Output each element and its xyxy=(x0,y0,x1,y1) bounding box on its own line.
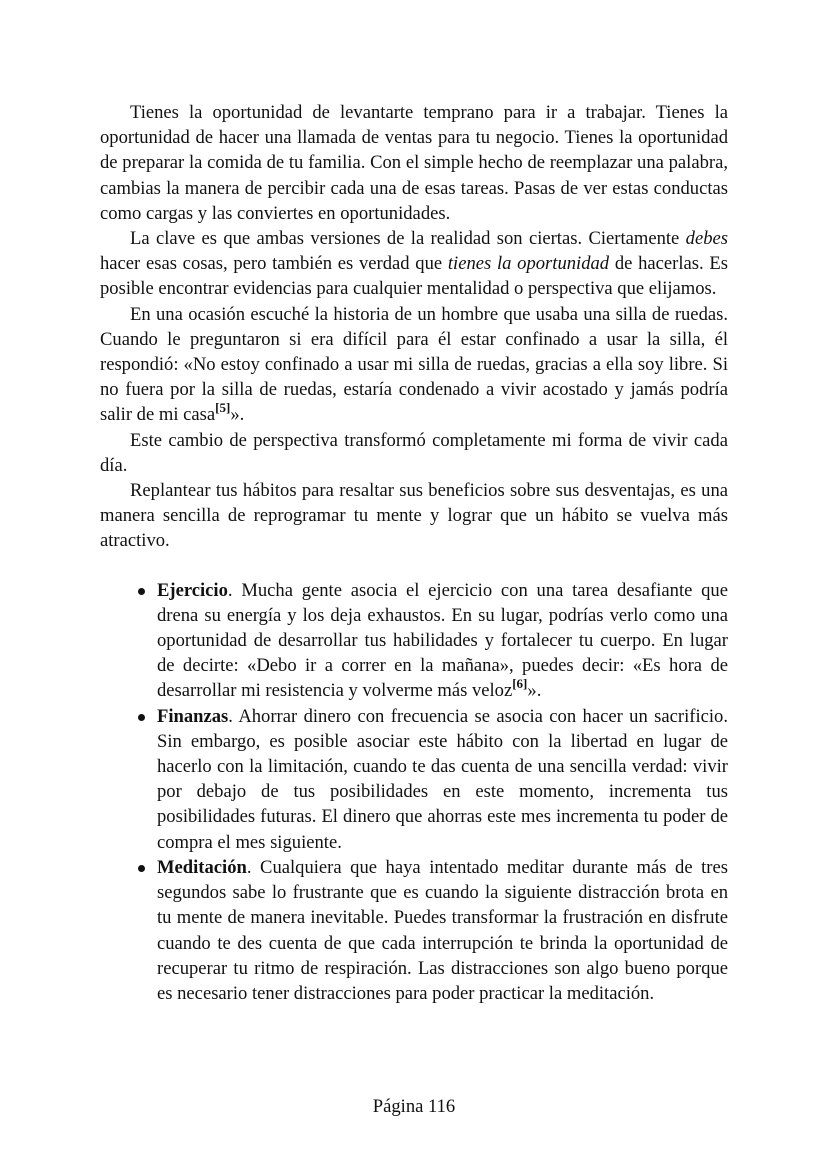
text: ». xyxy=(230,404,245,426)
text: de hacerlas. Es posible encontrar evidencias para cualquier mentalidad o perspectiva que elijamos. xyxy=(100,253,728,300)
text: La clave es que ambas versiones de la realidad son ciertas. Ciertamente xyxy=(130,228,686,250)
paragraph xyxy=(100,302,728,428)
list-item xyxy=(157,704,728,855)
bullet-list xyxy=(100,578,728,1006)
paragraph: Replantear tus hábitos para resaltar sus beneficios sobre sus desventajas, es una manera sencilla de reprogramar tu mente y lograr que un hábito se vuelva más atractivo. xyxy=(100,480,728,552)
page-body xyxy=(100,100,728,1006)
page-number: Página 116 xyxy=(372,1096,456,1117)
item-title: Meditación xyxy=(157,856,247,878)
item-text: . Mucha gente asocia el ejercicio con una tarea desafiante que drena su energía y los deja exhaustos. En su lugar, podrías verlo como una oportunidad de desarrollar tus habilidades y fortalecer tu cuerpo. En lugar de decirte: «Debo ir a correr en la mañana», puedes decir: «Es hora de desarrollar mi resistencia y volverme más veloz xyxy=(157,579,728,702)
list-item xyxy=(157,855,728,1006)
emphasis: tienes la oportunidad xyxy=(447,253,610,275)
item-title: Finanzas xyxy=(157,705,229,727)
text: hacer esas cosas, pero también es verdad que xyxy=(100,253,448,275)
item-text: . Ahorrar dinero con frecuencia se asocia con hacer un sacrificio. Sin embargo, es posible asociar este hábito con la libertad en lugar de hacerlo con la limitación, cuando te das cuenta de una sencilla verdad: vivir por debajo de tus posibilidades en este momento, incrementa tus posibilidades futuras. El dinero que ahorras este mes incrementa tu poder de compra el mes siguiente. xyxy=(157,705,728,853)
footnote-ref[interactable]: [5] xyxy=(215,400,231,416)
footnote-ref[interactable]: [6] xyxy=(512,676,528,692)
item-text: ». xyxy=(527,680,542,702)
item-text: . Cualquiera que haya intentado meditar durante más de tres segundos sabe lo frustrante que es cuando la siguiente distracción brota en tu mente de manera inevitable. Puedes transformar la frustración en disfrute cuando te des cuenta de que cada interrupción te brinda la oportunidad de recuperar tu ritmo de respiración. Las distracciones son algo bueno porque es necesario tener distracciones para poder practicar la meditación. xyxy=(157,856,728,1004)
item-title: Ejercicio xyxy=(157,579,228,601)
paragraph: Tienes la oportunidad de levantarte temprano para ir a trabajar. Tienes la oportunidad de hacer una llamada de ventas para tu negocio. Tienes la oportunidad de preparar la comida de tu familia. Con el simple hecho de reemplazar una palabra, cambias la manera de percibir cada una de esas tareas. Pasas de ver estas conductas como cargas y las conviertes en oportunidades. xyxy=(100,102,728,224)
list-item xyxy=(157,578,728,704)
emphasis: debes xyxy=(685,228,728,250)
paragraph: Este cambio de perspectiva transformó completamente mi forma de vivir cada día. xyxy=(100,429,728,476)
paragraph xyxy=(100,226,728,302)
text: En una ocasión escuché la historia de un hombre que usaba una silla de ruedas. Cuando le preguntaron si era difícil para él estar confinado a usar la silla, él respondió: «No estoy confinado a usar mi silla de ruedas, gracias a ella soy libre. Si no fuera por la silla de ruedas, estaría condenado a vivir acostado y jamás podría salir de mi casa xyxy=(100,303,728,426)
